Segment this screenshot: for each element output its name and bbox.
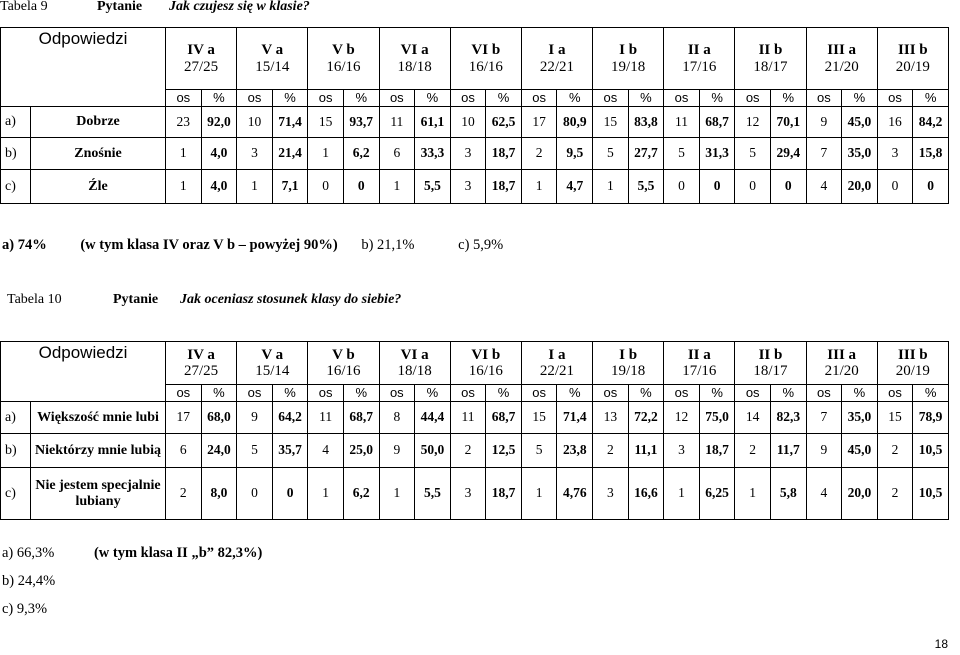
count-cell: 5 bbox=[237, 434, 273, 468]
table2-class-header bbox=[308, 342, 379, 385]
table1-class-header bbox=[166, 28, 237, 90]
class-count: 20/19 bbox=[895, 363, 930, 379]
count-cell: 16 bbox=[877, 107, 913, 138]
os-subheader: os bbox=[450, 90, 486, 107]
os-subheader: os bbox=[521, 90, 557, 107]
os-subheader: os bbox=[593, 90, 629, 107]
count-cell: 10 bbox=[450, 107, 486, 138]
table2-label: Tabela 10 bbox=[7, 292, 62, 307]
count-cell: 7 bbox=[806, 138, 842, 170]
summary2-a: a) 66,3% bbox=[2, 545, 55, 561]
percent-cell: 71,4 bbox=[557, 402, 593, 434]
count-cell: 5 bbox=[664, 138, 700, 170]
count-cell: 1 bbox=[521, 170, 557, 204]
percent-cell: 4,7 bbox=[557, 170, 593, 204]
os-subheader: os bbox=[735, 90, 771, 107]
percent-cell: 80,9 bbox=[557, 107, 593, 138]
class-name: V b bbox=[332, 42, 355, 58]
percent-cell: 50,0 bbox=[415, 434, 451, 468]
count-cell: 0 bbox=[877, 170, 913, 204]
class-name: IV a bbox=[187, 346, 215, 363]
table-row bbox=[1, 107, 949, 138]
count-cell: 3 bbox=[237, 138, 273, 170]
table2-class-header bbox=[664, 342, 735, 385]
class-count: 16/16 bbox=[326, 58, 361, 75]
os-subheader: os bbox=[664, 90, 700, 107]
table2-class-header bbox=[877, 342, 948, 385]
count-cell: 1 bbox=[166, 138, 202, 170]
percent-cell: 6,2 bbox=[343, 138, 379, 170]
percent-cell: 35,7 bbox=[272, 434, 308, 468]
count-cell: 2 bbox=[450, 434, 486, 468]
count-cell: 3 bbox=[450, 138, 486, 170]
class-count: 15/14 bbox=[255, 58, 290, 75]
percent-subheader: % bbox=[628, 385, 664, 402]
percent-subheader: % bbox=[557, 385, 593, 402]
os-subheader: os bbox=[379, 90, 415, 107]
count-cell: 4 bbox=[806, 170, 842, 204]
class-name: III a bbox=[827, 42, 857, 58]
class-count: 21/20 bbox=[824, 363, 859, 379]
table2-caption bbox=[7, 289, 401, 311]
count-cell: 12 bbox=[735, 107, 771, 138]
percent-cell: 75,0 bbox=[699, 402, 735, 434]
count-cell: 1 bbox=[593, 170, 629, 204]
class-count: 15/14 bbox=[255, 363, 290, 379]
count-cell: 9 bbox=[379, 434, 415, 468]
table2-class-header bbox=[735, 342, 806, 385]
percent-cell: 71,4 bbox=[272, 107, 308, 138]
percent-cell: 18,7 bbox=[486, 170, 522, 204]
count-cell: 5 bbox=[521, 434, 557, 468]
percent-cell: 33,3 bbox=[415, 138, 451, 170]
count-cell: 2 bbox=[593, 434, 629, 468]
percent-subheader: % bbox=[842, 90, 878, 107]
percent-cell: 0 bbox=[770, 170, 806, 204]
os-subheader: os bbox=[877, 385, 913, 402]
table1-class-header bbox=[237, 28, 308, 90]
percent-cell: 18,7 bbox=[486, 138, 522, 170]
table-row bbox=[1, 468, 949, 520]
table-row bbox=[1, 434, 949, 468]
table2-question: Jak oceniasz stosunek klasy do siebie? bbox=[180, 292, 402, 307]
class-count: 18/18 bbox=[397, 58, 432, 75]
percent-cell: 4,0 bbox=[201, 138, 237, 170]
table-row bbox=[1, 402, 949, 434]
table1-header-title: Odpowiedzi bbox=[1, 28, 166, 107]
count-cell: 3 bbox=[450, 468, 486, 520]
os-subheader: os bbox=[806, 90, 842, 107]
percent-cell: 0 bbox=[272, 468, 308, 520]
count-cell: 0 bbox=[735, 170, 771, 204]
os-subheader: os bbox=[237, 90, 273, 107]
count-cell: 3 bbox=[450, 170, 486, 204]
table1-label: Tabela 9 bbox=[0, 0, 48, 14]
percent-cell: 0 bbox=[343, 170, 379, 204]
row-answer: Dobrze bbox=[31, 107, 166, 138]
class-name: III b bbox=[898, 42, 928, 58]
count-cell: 23 bbox=[166, 107, 202, 138]
percent-subheader: % bbox=[415, 90, 451, 107]
count-cell: 15 bbox=[308, 107, 344, 138]
count-cell: 9 bbox=[806, 434, 842, 468]
class-count: 18/17 bbox=[753, 363, 788, 379]
percent-cell: 70,1 bbox=[770, 107, 806, 138]
percent-cell: 4,0 bbox=[201, 170, 237, 204]
count-cell: 11 bbox=[664, 107, 700, 138]
os-subheader: os bbox=[521, 385, 557, 402]
percent-cell: 5,5 bbox=[628, 170, 664, 204]
table2-class-header bbox=[237, 342, 308, 385]
row-answer: Niektórzy mnie lubią bbox=[31, 434, 166, 468]
class-name: IV a bbox=[187, 42, 215, 58]
percent-subheader: % bbox=[415, 385, 451, 402]
count-cell: 11 bbox=[308, 402, 344, 434]
count-cell: 1 bbox=[735, 468, 771, 520]
count-cell: 11 bbox=[379, 107, 415, 138]
class-count: 16/16 bbox=[468, 363, 503, 379]
table1 bbox=[0, 27, 949, 204]
count-cell: 1 bbox=[237, 170, 273, 204]
percent-subheader: % bbox=[699, 385, 735, 402]
class-name: V a bbox=[261, 42, 284, 58]
class-name: II a bbox=[687, 346, 711, 363]
count-cell: 2 bbox=[166, 468, 202, 520]
class-name: V b bbox=[332, 346, 355, 363]
percent-cell: 78,9 bbox=[913, 402, 949, 434]
os-subheader: os bbox=[308, 385, 344, 402]
count-cell: 0 bbox=[237, 468, 273, 520]
summary1-b: b) 21,1% bbox=[361, 237, 415, 253]
percent-cell: 20,0 bbox=[842, 170, 878, 204]
count-cell: 9 bbox=[237, 402, 273, 434]
row-letter: a) bbox=[1, 107, 31, 138]
percent-cell: 5,5 bbox=[415, 170, 451, 204]
os-subheader: os bbox=[664, 385, 700, 402]
os-subheader: os bbox=[806, 385, 842, 402]
table1-class-header bbox=[308, 28, 379, 90]
table2-class-header bbox=[806, 342, 877, 385]
count-cell: 10 bbox=[237, 107, 273, 138]
class-name: I a bbox=[548, 346, 566, 363]
percent-cell: 44,4 bbox=[415, 402, 451, 434]
class-count: 22/21 bbox=[539, 58, 575, 75]
count-cell: 6 bbox=[166, 434, 202, 468]
percent-cell: 8,0 bbox=[201, 468, 237, 520]
count-cell: 6 bbox=[379, 138, 415, 170]
percent-cell: 24,0 bbox=[201, 434, 237, 468]
count-cell: 9 bbox=[806, 107, 842, 138]
table1-class-header bbox=[379, 28, 450, 90]
count-cell: 2 bbox=[521, 138, 557, 170]
percent-cell: 20,0 bbox=[842, 468, 878, 520]
count-cell: 1 bbox=[379, 170, 415, 204]
percent-cell: 45,0 bbox=[842, 107, 878, 138]
percent-subheader: % bbox=[272, 385, 308, 402]
count-cell: 0 bbox=[308, 170, 344, 204]
count-cell: 1 bbox=[664, 468, 700, 520]
percent-cell: 5,8 bbox=[770, 468, 806, 520]
percent-cell: 29,4 bbox=[770, 138, 806, 170]
class-name: III a bbox=[827, 346, 857, 363]
class-name: I b bbox=[619, 42, 638, 58]
percent-cell: 35,0 bbox=[842, 402, 878, 434]
percent-cell: 9,5 bbox=[557, 138, 593, 170]
class-count: 22/21 bbox=[539, 363, 575, 379]
percent-cell: 82,3 bbox=[770, 402, 806, 434]
table1-class-header bbox=[593, 28, 664, 90]
os-subheader: os bbox=[450, 385, 486, 402]
table1-summary bbox=[2, 237, 503, 254]
class-count: 17/16 bbox=[682, 58, 717, 75]
percent-subheader: % bbox=[842, 385, 878, 402]
count-cell: 1 bbox=[308, 468, 344, 520]
page-number: 18 bbox=[934, 637, 948, 651]
row-answer: Nie jestem specjalnie lubiany bbox=[31, 468, 166, 520]
percent-subheader: % bbox=[913, 90, 949, 107]
class-count: 18/18 bbox=[397, 363, 432, 379]
row-answer: Znośnie bbox=[31, 138, 166, 170]
count-cell: 1 bbox=[308, 138, 344, 170]
count-cell: 11 bbox=[450, 402, 486, 434]
percent-cell: 72,2 bbox=[628, 402, 664, 434]
table2-class-header bbox=[521, 342, 592, 385]
table1-question: Jak czujesz się w klasie? bbox=[169, 0, 310, 14]
os-subheader: os bbox=[308, 90, 344, 107]
table1-pytanie: Pytanie bbox=[97, 0, 143, 14]
percent-subheader: % bbox=[201, 90, 237, 107]
count-cell: 17 bbox=[521, 107, 557, 138]
percent-cell: 83,8 bbox=[628, 107, 664, 138]
table-row bbox=[1, 170, 949, 204]
count-cell: 1 bbox=[166, 170, 202, 204]
table2-class-header bbox=[450, 342, 521, 385]
percent-cell: 10,5 bbox=[913, 434, 949, 468]
table2-class-header bbox=[166, 342, 237, 385]
percent-cell: 7,1 bbox=[272, 170, 308, 204]
class-count: 19/18 bbox=[611, 58, 646, 75]
table1-class-header bbox=[450, 28, 521, 90]
count-cell: 15 bbox=[877, 402, 913, 434]
os-subheader: os bbox=[593, 385, 629, 402]
table1-class-header bbox=[877, 28, 948, 90]
percent-cell: 18,7 bbox=[699, 434, 735, 468]
percent-subheader: % bbox=[770, 90, 806, 107]
percent-cell: 25,0 bbox=[343, 434, 379, 468]
percent-cell: 68,7 bbox=[699, 107, 735, 138]
os-subheader: os bbox=[379, 385, 415, 402]
count-cell: 8 bbox=[379, 402, 415, 434]
percent-subheader: % bbox=[343, 385, 379, 402]
class-name: III b bbox=[898, 346, 928, 363]
os-subheader: os bbox=[166, 385, 202, 402]
class-name: VI b bbox=[471, 42, 501, 58]
count-cell: 15 bbox=[521, 402, 557, 434]
summary2-a-note: (w tym klasa II „b” 82,3%) bbox=[93, 545, 263, 561]
percent-subheader: % bbox=[628, 90, 664, 107]
table2-header-title: Odpowiedzi bbox=[1, 342, 166, 402]
class-name: VI a bbox=[400, 42, 429, 58]
percent-cell: 11,7 bbox=[770, 434, 806, 468]
percent-cell: 18,7 bbox=[486, 468, 522, 520]
row-letter: b) bbox=[1, 138, 31, 170]
percent-cell: 62,5 bbox=[486, 107, 522, 138]
table-row bbox=[1, 138, 949, 170]
os-subheader: os bbox=[877, 90, 913, 107]
percent-subheader: % bbox=[486, 90, 522, 107]
class-name: I a bbox=[548, 42, 566, 58]
table1-class-header bbox=[806, 28, 877, 90]
count-cell: 4 bbox=[308, 434, 344, 468]
table1-class-header bbox=[521, 28, 592, 90]
summary2-c: c) 9,3% bbox=[2, 601, 48, 617]
class-count: 16/16 bbox=[468, 58, 503, 75]
count-cell: 3 bbox=[664, 434, 700, 468]
percent-cell: 45,0 bbox=[842, 434, 878, 468]
row-letter: c) bbox=[1, 170, 31, 204]
percent-cell: 61,1 bbox=[415, 107, 451, 138]
class-count: 27/25 bbox=[184, 58, 219, 75]
table1-class-header bbox=[664, 28, 735, 90]
count-cell: 1 bbox=[521, 468, 557, 520]
percent-subheader: % bbox=[557, 90, 593, 107]
row-letter: a) bbox=[1, 402, 31, 434]
class-name: VI b bbox=[471, 346, 501, 363]
percent-subheader: % bbox=[699, 90, 735, 107]
class-name: II b bbox=[758, 346, 783, 363]
class-name: I b bbox=[619, 346, 638, 363]
percent-cell: 0 bbox=[913, 170, 949, 204]
summary2-b: b) 24,4% bbox=[2, 573, 56, 589]
percent-cell: 64,2 bbox=[272, 402, 308, 434]
class-name: V a bbox=[261, 346, 284, 363]
percent-subheader: % bbox=[272, 90, 308, 107]
class-count: 18/17 bbox=[753, 58, 788, 75]
percent-cell: 27,7 bbox=[628, 138, 664, 170]
percent-cell: 4,76 bbox=[557, 468, 593, 520]
count-cell: 4 bbox=[806, 468, 842, 520]
percent-cell: 15,8 bbox=[913, 138, 949, 170]
class-count: 19/18 bbox=[611, 363, 646, 379]
percent-cell: 0 bbox=[699, 170, 735, 204]
percent-cell: 68,7 bbox=[486, 402, 522, 434]
class-count: 16/16 bbox=[326, 363, 361, 379]
percent-cell: 6,25 bbox=[699, 468, 735, 520]
os-subheader: os bbox=[735, 385, 771, 402]
percent-cell: 16,6 bbox=[628, 468, 664, 520]
table2-class-header bbox=[379, 342, 450, 385]
percent-cell: 21,4 bbox=[272, 138, 308, 170]
percent-cell: 68,0 bbox=[201, 402, 237, 434]
percent-cell: 5,5 bbox=[415, 468, 451, 520]
count-cell: 3 bbox=[593, 468, 629, 520]
class-count: 21/20 bbox=[824, 58, 859, 75]
count-cell: 0 bbox=[664, 170, 700, 204]
percent-subheader: % bbox=[201, 385, 237, 402]
count-cell: 2 bbox=[877, 468, 913, 520]
class-name: VI a bbox=[400, 346, 429, 363]
count-cell: 12 bbox=[664, 402, 700, 434]
percent-cell: 10,5 bbox=[913, 468, 949, 520]
table2 bbox=[0, 341, 949, 520]
percent-cell: 12,5 bbox=[486, 434, 522, 468]
class-name: II a bbox=[687, 42, 711, 58]
summary1-c: c) 5,9% bbox=[458, 237, 504, 253]
table1-class-header bbox=[735, 28, 806, 90]
percent-subheader: % bbox=[770, 385, 806, 402]
count-cell: 17 bbox=[166, 402, 202, 434]
percent-cell: 23,8 bbox=[557, 434, 593, 468]
table2-class-header bbox=[593, 342, 664, 385]
class-count: 17/16 bbox=[682, 363, 717, 379]
count-cell: 5 bbox=[593, 138, 629, 170]
percent-cell: 31,3 bbox=[699, 138, 735, 170]
summary1-a-note: (w tym klasa IV oraz V b – powyżej 90%) bbox=[80, 237, 338, 253]
percent-cell: 6,2 bbox=[343, 468, 379, 520]
count-cell: 15 bbox=[593, 107, 629, 138]
os-subheader: os bbox=[237, 385, 273, 402]
table1-caption bbox=[0, 0, 310, 18]
percent-cell: 68,7 bbox=[343, 402, 379, 434]
class-count: 20/19 bbox=[895, 58, 930, 75]
class-count: 27/25 bbox=[184, 363, 219, 379]
os-subheader: os bbox=[166, 90, 202, 107]
row-answer: Większość mnie lubi bbox=[31, 402, 166, 434]
count-cell: 5 bbox=[735, 138, 771, 170]
count-cell: 3 bbox=[877, 138, 913, 170]
row-answer: Źle bbox=[31, 170, 166, 204]
table2-summary-a bbox=[2, 545, 262, 562]
percent-subheader: % bbox=[913, 385, 949, 402]
percent-cell: 93,7 bbox=[343, 107, 379, 138]
percent-cell: 11,1 bbox=[628, 434, 664, 468]
count-cell: 1 bbox=[379, 468, 415, 520]
count-cell: 7 bbox=[806, 402, 842, 434]
row-letter: c) bbox=[1, 468, 31, 520]
percent-cell: 92,0 bbox=[201, 107, 237, 138]
percent-cell: 35,0 bbox=[842, 138, 878, 170]
percent-subheader: % bbox=[343, 90, 379, 107]
class-name: II b bbox=[758, 42, 783, 58]
table2-pytanie: Pytanie bbox=[113, 292, 159, 307]
count-cell: 13 bbox=[593, 402, 629, 434]
percent-cell: 84,2 bbox=[913, 107, 949, 138]
row-letter: b) bbox=[1, 434, 31, 468]
percent-subheader: % bbox=[486, 385, 522, 402]
count-cell: 2 bbox=[877, 434, 913, 468]
count-cell: 14 bbox=[735, 402, 771, 434]
count-cell: 2 bbox=[735, 434, 771, 468]
summary1-a: a) 74% bbox=[2, 237, 47, 253]
